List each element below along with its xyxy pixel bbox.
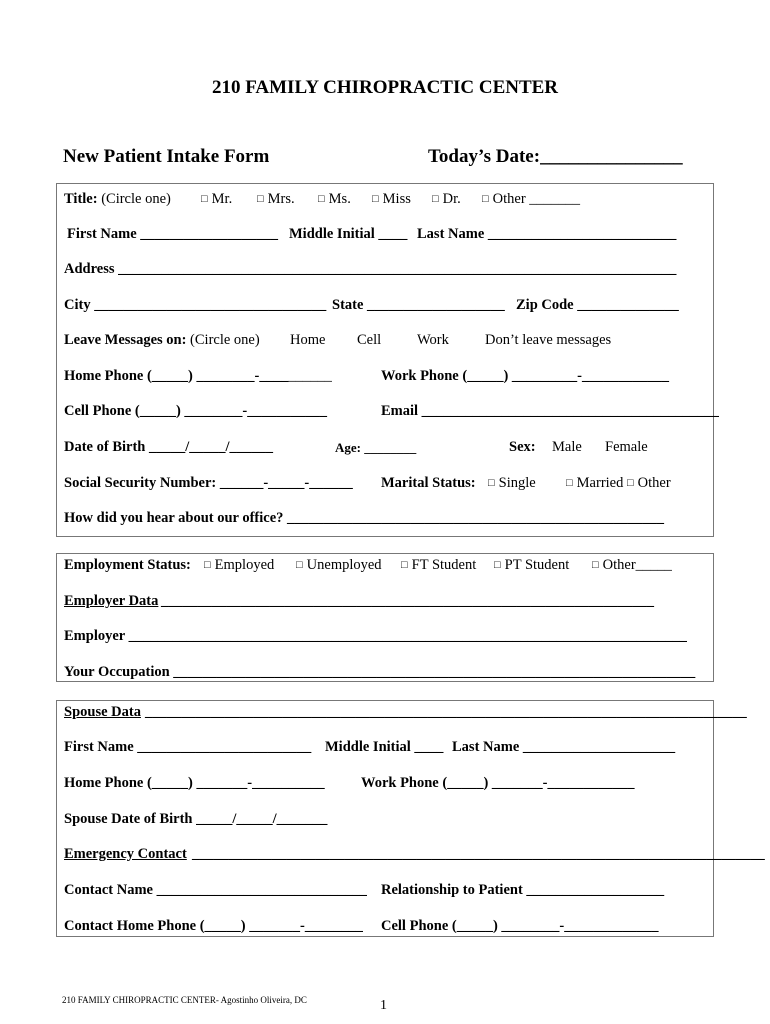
leave-messages-label: Leave Messages on: (Circle one) <box>64 332 260 348</box>
title-label: Title: (Circle one) <box>64 191 171 207</box>
referral-field[interactable]: How did you hear about our office? ____________________________________________________ <box>64 510 665 526</box>
spouse-emergency-section <box>56 700 765 937</box>
employment-option-ft-student[interactable]: □ FT Student <box>401 557 476 574</box>
footer-text: 210 FAMILY CHIROPRACTIC CENTER- Agostinho Oliveira, DC <box>62 995 307 1005</box>
title-option-mrs[interactable]: □ Mrs. <box>257 191 295 208</box>
contact-home-phone-field[interactable]: Contact Home Phone (_____) _______-________ <box>64 918 363 934</box>
page-number: 1 <box>380 998 387 1013</box>
ssn-field[interactable]: Social Security Number: ______-_____-______ <box>64 475 353 491</box>
age-field[interactable]: Age: ________ <box>335 440 417 455</box>
title-option-dr[interactable]: □ Dr. <box>432 191 461 208</box>
title-option-mr[interactable]: □ Mr. <box>201 191 232 208</box>
leave-option-cell[interactable]: Cell <box>357 332 382 348</box>
clinic-title: 210 FAMILY CHIROPRACTIC CENTER <box>211 77 559 98</box>
spouse-work-phone-field[interactable]: Work Phone (_____) _______-____________ <box>361 775 635 791</box>
employment-option-employed[interactable]: □ Employed <box>204 557 274 574</box>
leave-option-home[interactable]: Home <box>290 332 326 348</box>
spouse-first-name-field[interactable]: First Name ________________________ <box>64 739 312 755</box>
spouse-dob-field[interactable]: Spouse Date of Birth _____/_____/_______ <box>64 811 328 827</box>
employment-option-pt-student[interactable]: □ PT Student <box>494 557 569 574</box>
employer-data-heading: Employer Data <box>64 593 159 609</box>
marital-option-other[interactable]: □ Other <box>627 475 671 492</box>
leave-option-work[interactable]: Work <box>417 332 449 348</box>
emergency-contact-line: _______________________________________________________________________________ <box>192 846 765 862</box>
home-phone-field[interactable]: Home Phone (_____) ________-__________ <box>64 368 332 384</box>
employment-status-label: Employment Status: <box>64 557 191 573</box>
middle-initial-field[interactable]: Middle Initial ____ <box>289 226 408 242</box>
contact-name-field[interactable]: Contact Name _____________________________ <box>64 882 367 898</box>
state-field[interactable]: State ___________________ <box>332 297 505 313</box>
title-option-other[interactable]: □ Other _______ <box>482 191 580 208</box>
spouse-data-line: ___________________________________________________________________________________ <box>145 704 747 720</box>
title-option-ms[interactable]: □ Ms. <box>318 191 351 208</box>
marital-status-label: Marital Status: <box>381 475 476 491</box>
contact-cell-phone-field[interactable]: Cell Phone (_____) ________-_____________ <box>381 918 659 934</box>
zip-field[interactable]: Zip Code ______________ <box>516 297 679 313</box>
sex-option-female[interactable]: Female <box>605 439 648 455</box>
last-name-field[interactable]: Last Name __________________________ <box>417 226 677 242</box>
spouse-data-heading: Spouse Data <box>64 704 141 720</box>
spouse-home-phone-field[interactable]: Home Phone (_____) _______-__________ <box>64 775 325 791</box>
title-option-miss[interactable]: □ Miss <box>372 191 411 208</box>
leave-option-none[interactable]: Don’t leave messages <box>485 332 612 348</box>
first-name-field[interactable]: First Name ___________________ <box>67 226 279 242</box>
relationship-field[interactable]: Relationship to Patient ___________________ <box>381 882 665 898</box>
marital-option-single[interactable]: □ Single <box>488 475 536 492</box>
city-field[interactable]: City ________________________________ <box>64 297 327 313</box>
sex-option-male[interactable]: Male <box>552 439 582 455</box>
employment-option-unemployed[interactable]: □ Unemployed <box>296 557 382 574</box>
cell-phone-field[interactable]: Cell Phone (_____) ________-___________ <box>64 403 327 419</box>
todays-date-field[interactable]: Today’s Date:_______________ <box>428 146 683 167</box>
employer-field[interactable]: Employer _____________________________________________________________________________ <box>64 628 687 644</box>
spouse-last-name-field[interactable]: Last Name _____________________ <box>452 739 676 755</box>
dob-field[interactable]: Date of Birth _____/_____/______ <box>64 439 274 455</box>
marital-option-married[interactable]: □ Married <box>566 475 623 492</box>
employment-option-other[interactable]: □ Other_____ <box>592 557 672 574</box>
spouse-middle-initial-field[interactable]: Middle Initial ____ <box>325 739 444 755</box>
sex-label: Sex: <box>509 439 536 455</box>
form-title: New Patient Intake Form <box>63 146 270 167</box>
occupation-field[interactable]: Your Occupation ________________________________________________________________________ <box>64 664 696 680</box>
employment-section <box>56 553 714 682</box>
emergency-contact-heading: Emergency Contact <box>64 846 187 862</box>
address-field[interactable]: Address _____________________________________________________________________________ <box>64 261 677 277</box>
employer-data-line[interactable]: ____________________________________________________________________ <box>161 593 654 609</box>
work-phone-field[interactable]: Work Phone (_____) _________-____________ <box>381 368 669 384</box>
patient-info-section <box>56 183 719 537</box>
email-field[interactable]: Email _________________________________________ <box>381 403 719 419</box>
